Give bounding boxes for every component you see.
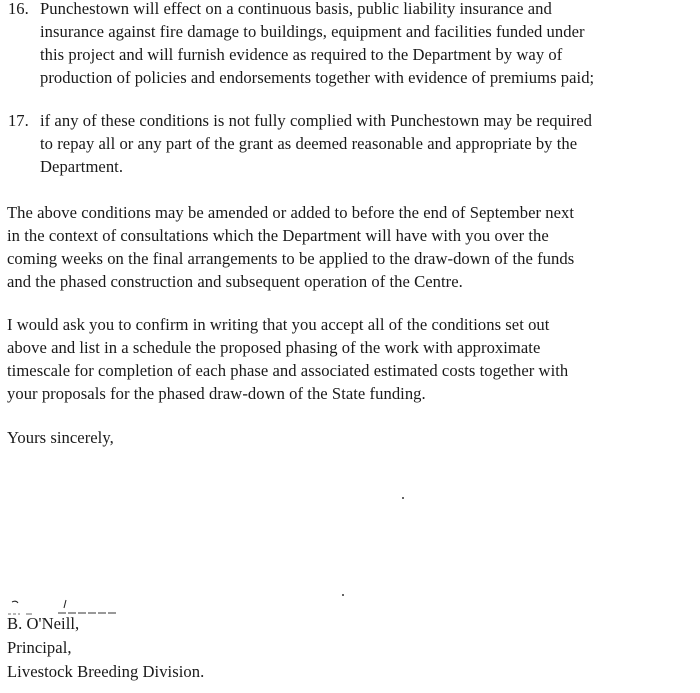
paragraph-line: coming weeks on the final arrangements to be applied to the draw-down of the funds (7, 249, 575, 268)
closing-salutation: Yours sincerely, (7, 428, 114, 447)
item-number: 17. (8, 111, 29, 130)
paragraph-line: your proposals for the phased draw-down of the State funding. (7, 384, 426, 403)
paragraph-line: The above conditions may be amended or added to before the end of September next (7, 203, 575, 222)
item-line: insurance against fire damage to buildings, equipment and facilities funded under (40, 22, 585, 41)
signatory-name: B. O'Neill, (7, 614, 80, 633)
scan-speck (402, 497, 404, 499)
paragraph-line: I would ask you to confirm in writing that you accept all of the conditions set out (7, 315, 550, 334)
item-line: to repay all or any part of the grant as deemed reasonable and appropriate by the (40, 134, 578, 153)
paragraph-line: timescale for completion of each phase and associated estimated costs together with (7, 361, 569, 380)
item-line: production of policies and endorsements together with evidence of premiums paid; (40, 68, 595, 87)
item-line: if any of these conditions is not fully complied with Punchestown may be required (40, 111, 592, 130)
item-number: 16. (8, 0, 29, 18)
signatory-division: Livestock Breeding Division. (7, 662, 205, 681)
paragraph-line: and the phased construction and subsequent operation of the Centre. (7, 272, 463, 291)
paragraph-line: above and list in a schedule the proposed phasing of the work with approximate (7, 338, 541, 357)
scan-speck (342, 594, 344, 596)
signatory-title: Principal, (7, 638, 72, 657)
item-line: Department. (40, 157, 124, 176)
item-line: Punchestown will effect on a continuous basis, public liability insurance and (40, 0, 552, 18)
item-line: this project and will furnish evidence as required to the Department by way of (40, 45, 563, 64)
paragraph-line: in the context of consultations which the Department will have with you over the (7, 226, 549, 245)
